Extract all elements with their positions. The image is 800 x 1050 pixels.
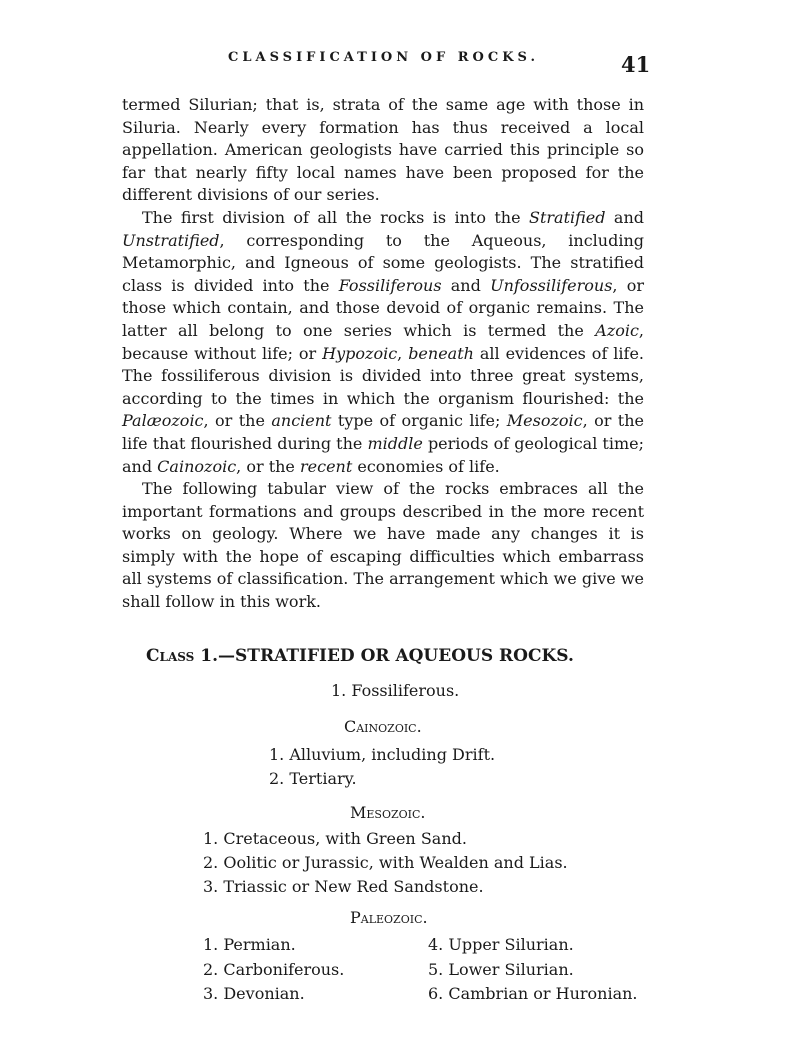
italic-term: Unstratified	[122, 230, 220, 250]
list-item: 1. Permian.	[203, 935, 296, 954]
class-label: Class	[146, 646, 195, 666]
italic-term: Unfossiliferous	[490, 275, 613, 295]
text-run: periods of geological time; and	[122, 433, 645, 476]
list-item: 3. Triassic or New Red Sandstone.	[203, 877, 484, 896]
list-item: 2. Oolitic or Jurassic, with Wealden and Lias.	[203, 853, 568, 872]
italic-term: Mesozoic	[506, 411, 583, 431]
page-number: 41	[621, 52, 651, 77]
paleozoic-heading: Paleozoic.	[350, 908, 428, 927]
text-run: The first division of all the rocks is into the	[142, 207, 529, 227]
italic-term: Stratified	[528, 207, 606, 227]
text-run: , or the life that flourished during the	[122, 411, 644, 453]
list-item: 1. Cretaceous, with Green Sand.	[203, 829, 467, 848]
italic-term: Palæozoic	[122, 411, 204, 431]
list-item: 2. Tertiary.	[269, 769, 357, 788]
list-item: 6. Cambrian or Huronian.	[428, 984, 638, 1003]
list-item: 4. Upper Silurian.	[428, 935, 574, 954]
text-run: , because without life; or	[122, 320, 644, 363]
text-run: ,	[397, 343, 409, 363]
text-run: and	[605, 207, 644, 227]
text-run: , or the	[203, 411, 272, 431]
cainozoic-heading: Cainozoic.	[344, 717, 422, 736]
list-item: 2. Carboniferous.	[203, 960, 345, 979]
list-item: 3. Devonian.	[203, 984, 305, 1003]
text-run: termed Silurian; that is, strata of the same age with those in Siluria. Nearly every formation has thus received a local appellation. American geologists have carried this principle so far that nearly fifty local names have been proposed for the different divisions of our series.	[122, 95, 644, 205]
mesozoic-heading: Mesozoic.	[350, 803, 426, 822]
text-run: type of organic life;	[331, 411, 507, 431]
text-run: economies of life.	[352, 456, 500, 476]
text-run: all evidences of life. The fossiliferous division is divided into three great systems, according to the times in which the organism flourished: the	[122, 343, 645, 408]
body-text	[122, 94, 644, 614]
list-item: 5. Lower Silurian.	[428, 960, 574, 979]
italic-term: Azoic	[595, 320, 639, 340]
class-title: 1.—STRATIFIED OR AQUEOUS ROCKS.	[194, 646, 574, 666]
text-run: , or the	[236, 456, 300, 476]
paragraph	[122, 478, 644, 614]
italic-term: Hypozoic	[322, 343, 398, 363]
italic-term: recent	[299, 456, 353, 476]
text-run: The following tabular view of the rocks embraces all the important formations and groups described in the more recent works on geology. Where we have made any changes it is simply with the hope of escaping difficulties which embarrass all systems of classification. The arrangement which we give we shall follow in this work.	[122, 479, 644, 612]
list-item: 1. Alluvium, including Drift.	[269, 745, 496, 764]
running-title: CLASSIFICATION OF ROCKS.	[228, 50, 539, 65]
text-run: , or those which contain, and those devoid of organic remains. The latter all belong to one series which is termed the	[122, 275, 645, 340]
class-heading	[146, 646, 574, 666]
italic-term: beneath	[408, 343, 474, 363]
paragraph	[122, 207, 644, 478]
fossiliferous-subheading: 1. Fossiliferous.	[331, 681, 460, 700]
italic-term: Fossiliferous	[338, 275, 442, 295]
paragraph	[122, 94, 644, 207]
italic-term: middle	[367, 433, 423, 453]
italic-term: Cainozoic	[157, 456, 237, 476]
italic-term: ancient	[271, 411, 332, 431]
text-run: , corresponding to the Aqueous, including Metamorphic, and Igneous of some geologists. The stratified class is divided into the	[122, 230, 644, 295]
text-run: and	[441, 275, 491, 295]
